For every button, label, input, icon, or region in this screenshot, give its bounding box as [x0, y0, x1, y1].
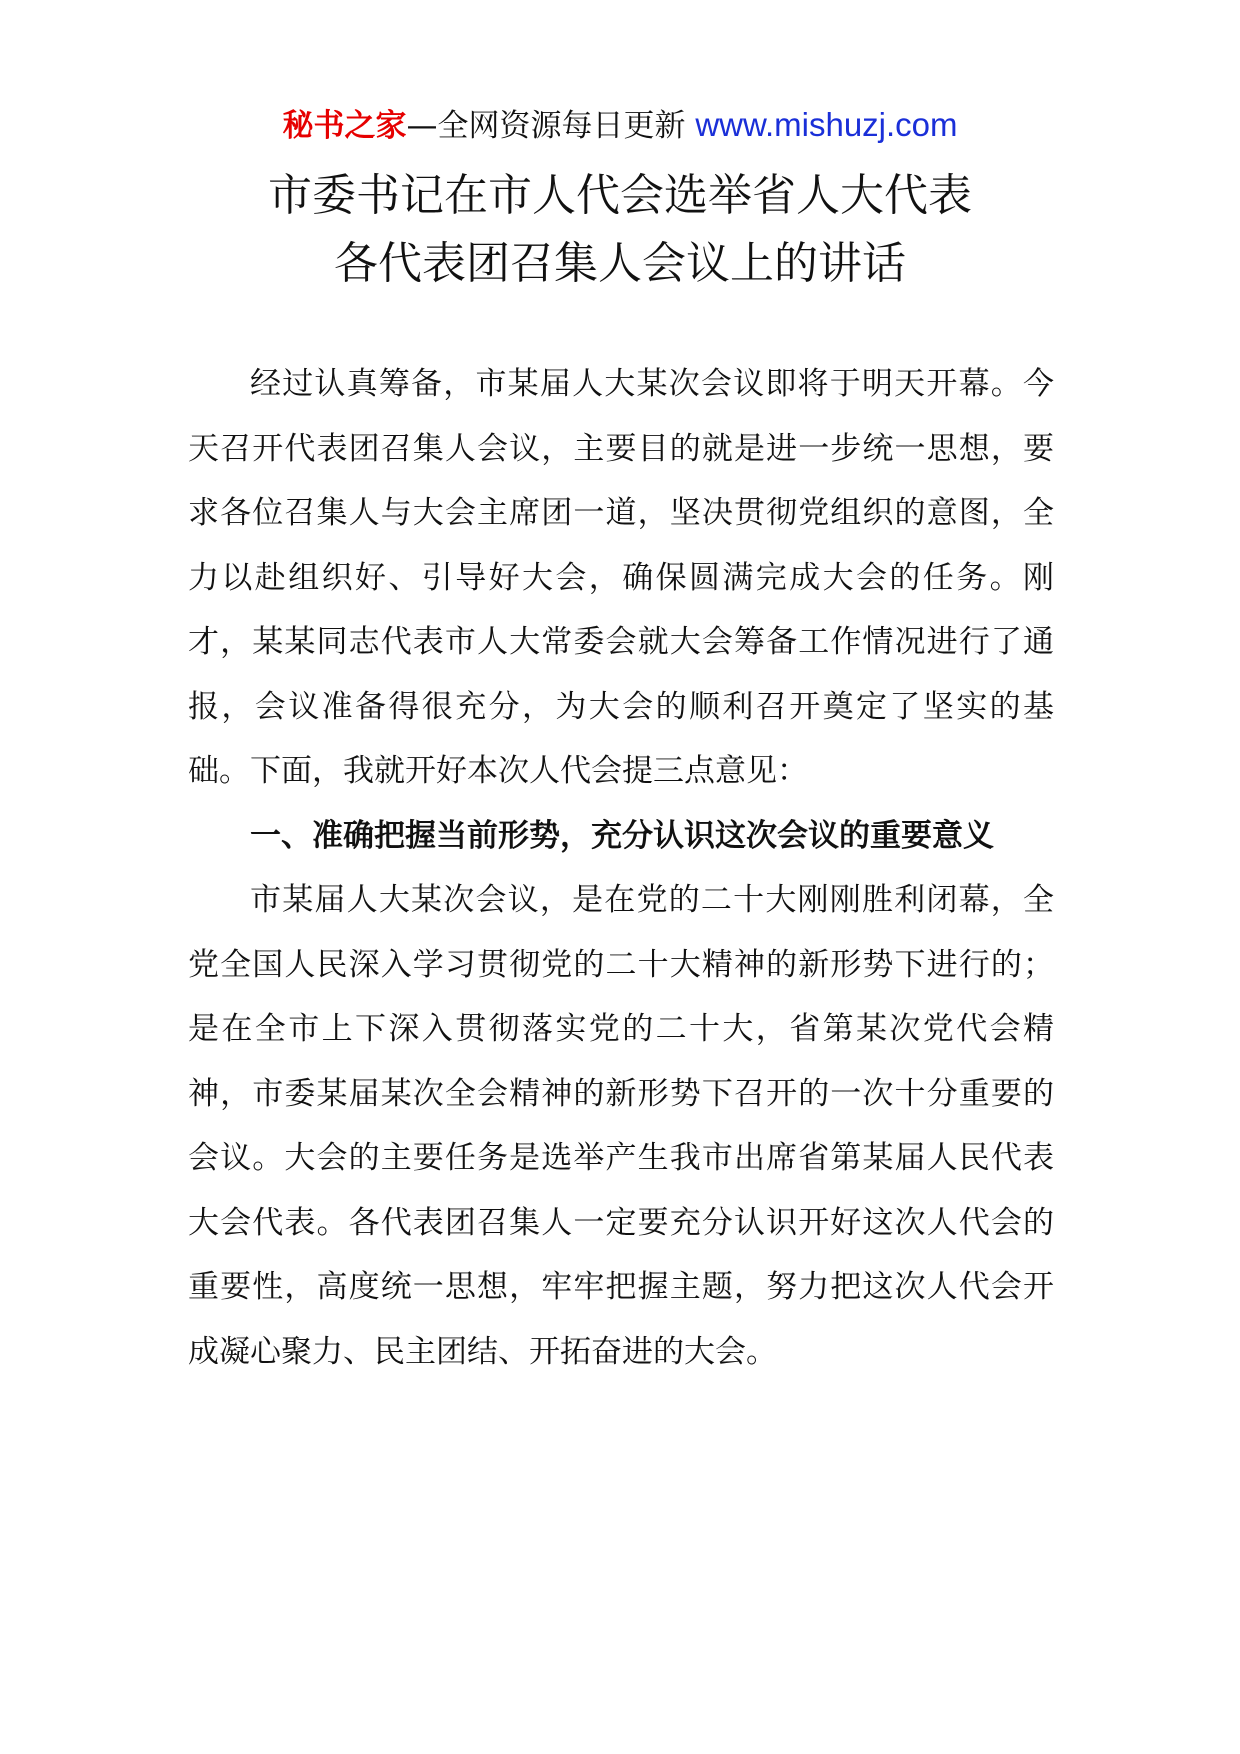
- document-title: [0, 162, 1240, 298]
- document-body: [188, 352, 1054, 1384]
- title-line-1: 市委书记在市人代会选举省人大代表: [268, 170, 972, 221]
- brand-name: 秘书之家: [282, 108, 407, 144]
- site-header: [0, 103, 1240, 148]
- section-heading: 一、准确把握当前形势，充分认识这次会议的重要意义: [250, 817, 994, 854]
- title-line-2: 各代表团召集人会议上的讲话: [334, 238, 906, 289]
- body-paragraph: 市某届人大某次会议，是在党的二十大刚刚胜利闭幕，全党全国人民深入学习贯彻党的二十大精神的新形势下进行的；是在全市上下深入贯彻落实党的二十大，省第某次党代会精神，市委某届某次全会精神的新形势下召开的一次十分重要的会议。大会的主要任务是选举产生我市出席省第某届人民代表大会代表。各代表团召集人一定要充分认识开好这次人代会的重要性，高度统一思想，牢牢把握主题，努力把这次人代会开成凝心聚力、民主团结、开拓奋进的大会。: [188, 882, 1054, 1370]
- site-url-link[interactable]: www.mishuzj.com: [695, 106, 958, 143]
- header-tagline: —全网资源每日更新: [406, 108, 696, 144]
- body-paragraph: 经过认真筹备，市某届人大某次会议即将于明天开幕。今天召开代表团召集人会议，主要目的就是进一步统一思想，要求各位召集人与大会主席团一道，坚决贯彻党组织的意图，全力以赴组织好、引导好大会，确保圆满完成大会的任务。刚才，某某同志代表市人大常委会就大会筹备工作情况进行了通报，会议准备得很充分，为大会的顺利召开奠定了坚实的基础。下面，我就开好本次人代会提三点意见：: [188, 366, 1054, 789]
